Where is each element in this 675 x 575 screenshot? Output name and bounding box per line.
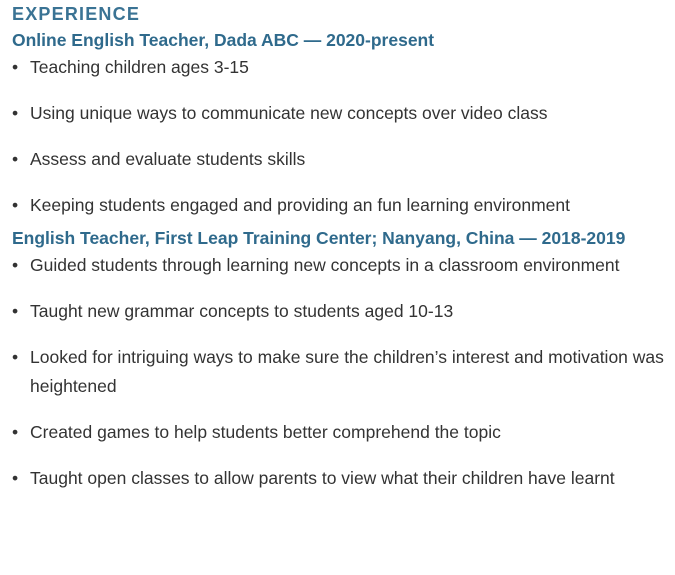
bullet-icon: •: [12, 422, 19, 442]
bullet-text: Looked for intriguing ways to make sure the children’s interest and motivation was heightened: [30, 347, 664, 396]
job-title-first-leap: English Teacher, First Leap Training Center; Nanyang, China — 2018-2019: [12, 228, 626, 248]
experience-section: [12, 2, 672, 493]
bullet-icon: •: [12, 149, 19, 169]
bullet-text: Created games to help students better comprehend the topic: [30, 422, 501, 442]
bullet-text: Taught open classes to allow parents to view what their children have learnt: [30, 468, 615, 488]
list-item: [12, 418, 672, 447]
bullet-icon: •: [12, 103, 19, 123]
bullet-icon: •: [12, 57, 19, 77]
bullet-icon: •: [12, 195, 19, 215]
list-item: [12, 297, 672, 326]
bullet-icon: •: [12, 301, 19, 321]
bullet-text: Assess and evaluate students skills: [30, 149, 306, 169]
list-item: [12, 343, 672, 401]
bullet-text: Guided students through learning new concepts in a classroom environment: [30, 255, 620, 275]
job-bullets-first-leap: [12, 251, 672, 493]
list-item: [12, 145, 672, 174]
bullet-icon: •: [12, 468, 19, 488]
bullet-text: Teaching children ages 3-15: [30, 57, 249, 77]
bullet-text: Using unique ways to communicate new concepts over video class: [30, 103, 548, 123]
list-item: [12, 464, 672, 493]
bullet-icon: •: [12, 255, 19, 275]
section-heading: EXPERIENCE: [12, 4, 141, 24]
list-item: [12, 191, 672, 220]
bullet-icon: •: [12, 347, 19, 367]
list-item: [12, 251, 672, 280]
job-bullets-dada-abc: [12, 53, 672, 220]
list-item: [12, 99, 672, 128]
list-item: [12, 53, 672, 82]
job-title-dada-abc: Online English Teacher, Dada ABC — 2020-present: [12, 30, 435, 50]
bullet-text: Taught new grammar concepts to students aged 10-13: [30, 301, 454, 321]
bullet-text: Keeping students engaged and providing an fun learning environment: [30, 195, 570, 215]
